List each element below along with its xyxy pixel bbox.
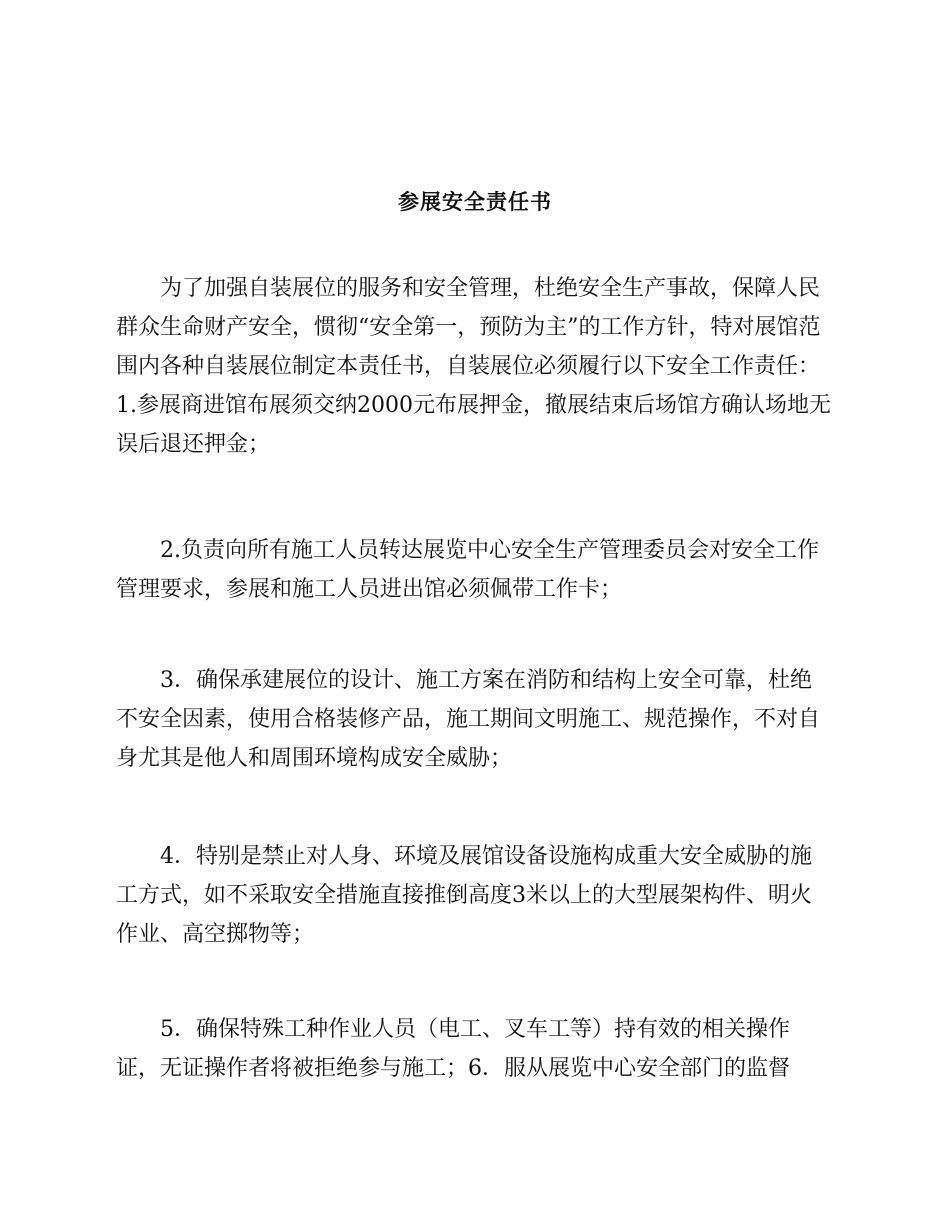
paragraph-intro-item-1: 为了加强自装展位的服务和安全管理，杜绝安全生产事故，保障人民群众生命财产安全，惯彻“安全第一，预防为主”的工作方针，特对展馆范围内各种自装展位制定本责任书，自装展位必须履行以下安全工作责任：1.参展商进馆布展须交纳2000元布展押金，撤展结束后场馆方确认场地无误后退还押金； <box>116 276 831 457</box>
document-title: 参展安全责任书 <box>398 189 552 214</box>
paragraph-item-3: 3．确保承建展位的设计、施工方案在消防和结构上安全可靠，杜绝不安全因素，使用合格装修产品，施工期间文明施工、规范操作，不对自身尤其是他人和周围环境构成安全威胁； <box>116 668 821 771</box>
paragraph-item-2: 2.负责向所有施工人员转达展览中心安全生产管理委员会对安全工作管理要求，参展和施工人员进出馆必须佩带工作卡； <box>116 538 819 602</box>
paragraph-item-4: 4．特别是禁止对人身、环境及展馆设备设施构成重大安全威胁的施工方式，如不采取安全措施直接推倒高度3米以上的大型展架构件、明火作业、高空掷物等； <box>116 844 812 947</box>
paragraph-item-5-6: 5．确保特殊工种作业人员（电工、叉车工等）持有效的相关操作证，无证操作者将被拒绝参与施工；6．服从展览中心安全部门的监督 <box>116 1017 790 1081</box>
